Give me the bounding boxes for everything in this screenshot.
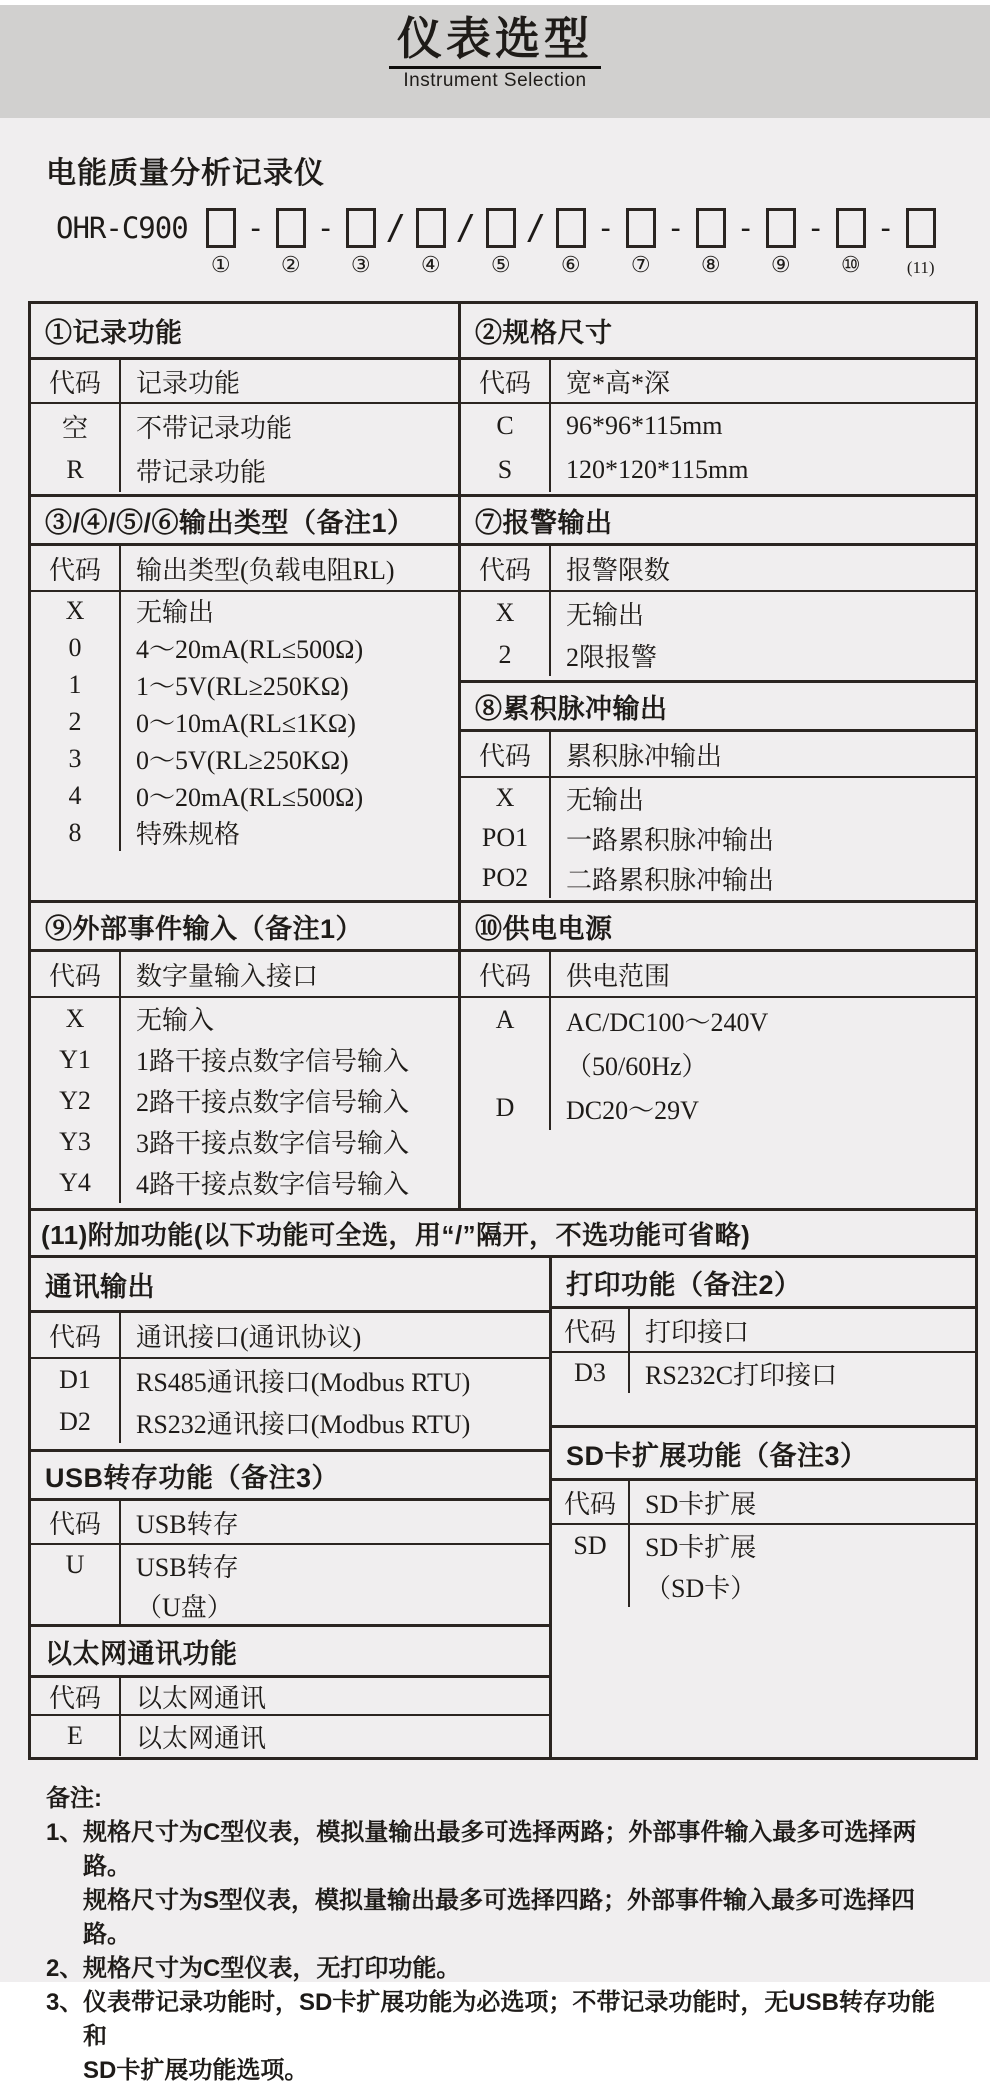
table-body [461,592,975,676]
table-row [31,1359,549,1401]
section-table [461,949,975,1208]
code-header-cell: 代码 [552,1481,630,1523]
table-row [461,998,975,1042]
code-header-cell: 代码 [31,546,121,590]
position-label: ⑤ [490,252,511,277]
table-body [31,1545,549,1625]
banner-subtitle: Instrument Selection [403,69,587,91]
product-name: 电能质量分析记录仪 [46,157,325,190]
desc-header-cell: 供电范围 [566,961,671,991]
code-header-cell: 代码 [461,360,551,402]
table-row [31,1585,549,1625]
table-row [31,998,458,1039]
table-row [461,778,975,818]
desc-cell: 4路干接点数字信号输入 [136,1170,410,1199]
desc-cell: 带记录功能 [136,457,267,487]
desc-header-cell: 记录功能 [136,368,241,398]
code-cell: PO1 [461,818,551,858]
code-cell: 2 [461,634,551,676]
table-row [552,1353,975,1393]
position-label: ⑧ [700,252,721,277]
code-cell: R [31,448,121,492]
table-header-row [31,952,458,998]
section-table [31,1310,549,1449]
notes-label: 备注: [46,1785,102,1812]
code-cell: PO2 [461,858,551,898]
code-cell: U [31,1545,121,1585]
section-title: 通讯输出 [45,1271,155,1302]
section-pulse-output [461,680,975,900]
desc-cell: 0～5V(RL≥250KΩ) [136,746,349,775]
desc-header-cell: 通讯接口(通讯协议) [136,1322,362,1352]
model-slot [904,208,938,281]
section-table [31,357,458,494]
section-table [31,1675,549,1757]
table-row [31,666,458,703]
note-line: 仪表带记录功能时，SD卡扩展功能为必选项；不带记录功能时，无USB转存功能和 [83,1989,936,2050]
dash-separator: - [876,210,895,246]
section-table [31,1498,549,1625]
table-row [31,1121,458,1162]
model-slot [274,208,308,278]
section-sd-card [552,1425,975,1757]
table-body [31,998,458,1203]
code-header-cell: 代码 [31,1501,121,1543]
section-title: SD卡扩展功能（备注3） [566,1440,868,1471]
section-table [31,949,458,1208]
table-header-row [31,360,458,404]
position-label: ④ [420,252,441,277]
code-cell: 8 [31,814,121,851]
table-row [31,814,458,851]
dash-separator: - [806,210,825,246]
desc-cell: 无输入 [136,1006,215,1035]
desc-header-cell: 打印接口 [645,1317,750,1347]
desc-cell: SD卡扩展 [645,1533,757,1562]
desc-cell: DC20～29V [566,1095,699,1125]
desc-cell: （50/60Hz） [566,1051,708,1081]
desc-cell: 一路累积脉冲输出 [566,825,775,855]
note-number: 3、 [46,1989,84,2016]
desc-header-cell: 以太网通讯 [136,1683,267,1713]
section-title: ⑨外部事件输入（备注1） [45,913,364,944]
code-cell: A [461,998,551,1042]
table-header-row [461,732,975,778]
desc-cell: 0～20mA(RL≤500Ω) [136,783,364,812]
model-box [836,208,866,248]
table-row [31,777,458,814]
desc-cell: RS485通讯接口(Modbus RTU) [136,1367,471,1397]
code-cell: X [31,592,121,629]
table-row [31,448,458,492]
section-table [461,729,975,900]
table-top-area [31,304,975,1208]
table-header-row [461,952,975,998]
desc-cell: 无输出 [566,785,645,815]
code-cell [552,1566,630,1607]
desc-cell: USB转存 [136,1552,239,1582]
model-box [626,208,656,248]
code-header-cell: 代码 [552,1309,630,1351]
desc-cell: 1路干接点数字信号输入 [136,1047,410,1076]
slash-separator: / [385,208,406,248]
desc-cell: 以太网通讯 [136,1723,267,1753]
table-row [31,1039,458,1080]
code-cell: D2 [31,1401,121,1443]
section-title: USB转存功能（备注3） [45,1462,340,1493]
section-output-type [31,494,458,900]
model-slot [204,208,238,278]
table-row [461,1086,975,1130]
section-external-event-input [31,900,458,1208]
model-slot [414,208,448,278]
code-header-cell: 代码 [31,1313,121,1357]
section-table [552,1306,975,1425]
code-cell: 4 [31,777,121,814]
note-line: 规格尺寸为S型仪表，模拟量输出最多可选择四路；外部事件输入最多可选择四路。 [83,1887,916,1948]
section-alarm-output [461,494,975,680]
table-body [461,404,975,492]
table-body [31,592,458,851]
code-cell: D3 [552,1353,630,1393]
code-cell: S [461,448,551,492]
code-cell: 3 [31,740,121,777]
table-bottom-right-column [549,1258,975,1757]
code-cell: 0 [31,629,121,666]
table-body [31,1716,549,1756]
position-label: ⑩ [840,252,861,277]
position-label: (11) [906,258,935,277]
model-box [766,208,796,248]
code-cell: C [461,404,551,448]
table-row [461,592,975,634]
section-title: ⑩供电电源 [475,913,613,944]
section-title: ⑧累积脉冲输出 [475,693,668,724]
model-box [276,208,306,248]
table-row [31,1401,549,1443]
note-item [46,1816,956,1952]
note-number: 2、 [46,1955,84,1982]
table-header-row [552,1481,975,1525]
code-cell: 2 [31,703,121,740]
model-slot [484,208,518,278]
model-prefix: OHR-C900 [56,211,188,245]
table-row [461,448,975,492]
section-power-supply [461,900,975,1208]
section-title: 以太网通讯功能 [45,1638,238,1669]
desc-cell: 1～5V(RL≥250KΩ) [136,672,349,701]
dash-separator: - [666,210,685,246]
table-bottom-area [31,1258,975,1757]
desc-cell: （U盘） [136,1592,233,1622]
section-usb-dump [31,1449,549,1624]
notes [46,1782,956,2088]
table-row [461,858,975,898]
table-body [461,778,975,898]
note-item [46,1952,956,1986]
table-body [552,1353,975,1393]
section-comm-output [31,1258,549,1449]
table-row [552,1566,975,1607]
desc-cell: 3路干接点数字信号输入 [136,1129,410,1158]
desc-cell: 2限报警 [566,642,658,672]
table-body [552,1525,975,1607]
model-slot [624,208,658,278]
code-cell: D1 [31,1359,121,1401]
section-table [461,543,975,680]
desc-cell: RS232通讯接口(Modbus RTU) [136,1409,471,1439]
table-row [31,592,458,629]
code-cell: Y4 [31,1162,121,1203]
table-row [461,818,975,858]
table-header-row [31,1678,549,1716]
code-cell: D [461,1086,551,1130]
code-cell: Y1 [31,1039,121,1080]
table-row [31,1080,458,1121]
desc-header-cell: 输出类型(负载电阻RL) [136,555,395,585]
table-body [31,404,458,492]
desc-cell: 0～10mA(RL≤1KΩ) [136,709,356,738]
table-header-row [31,1501,549,1545]
table-body [31,1359,549,1443]
table-header-row [461,360,975,404]
desc-cell: 无输出 [136,598,215,627]
selection-table [28,301,978,1760]
section-title: ①记录功能 [45,318,183,348]
model-box [486,208,516,248]
code-cell: X [31,998,121,1039]
additional-functions-row: (11)附加功能(以下功能可全选，用“/”隔开，不选功能可省略) [31,1208,975,1258]
code-cell: X [461,778,551,818]
table-header-row [31,1313,549,1359]
table-row [31,703,458,740]
dash-separator: - [596,210,615,246]
section-table [461,357,975,494]
desc-header-cell: SD卡扩展 [645,1489,757,1519]
desc-header-cell: 数字量输入接口 [136,961,319,991]
section-table [552,1478,975,1757]
model-code-line [204,208,938,281]
model-code-row [56,208,990,281]
table-row [31,1162,458,1203]
code-cell: E [31,1716,121,1756]
position-label: ③ [350,252,371,277]
code-cell: Y3 [31,1121,121,1162]
model-box [906,208,936,248]
model-box [346,208,376,248]
desc-cell: RS232C打印接口 [645,1360,838,1390]
model-box [206,208,236,248]
model-box [696,208,726,248]
section-title: ②规格尺寸 [475,318,613,348]
table-header-row [31,546,458,592]
position-label: ⑦ [630,252,651,277]
table-row [31,740,458,777]
code-header-cell: 代码 [461,732,551,776]
desc-cell: 二路累积脉冲输出 [566,865,775,895]
table-row [31,629,458,666]
section-size-spec [461,304,975,494]
position-label: ① [210,252,231,277]
model-box [416,208,446,248]
code-cell: SD [552,1525,630,1566]
desc-header-cell: USB转存 [136,1509,239,1539]
section-title: ⑦报警输出 [475,507,613,538]
section-ethernet [31,1624,549,1757]
table-row [552,1525,975,1566]
desc-cell: 特殊规格 [136,820,241,849]
code-cell: 空 [31,404,121,448]
section-print-function [552,1258,975,1425]
code-header-cell: 代码 [31,1678,121,1714]
code-cell: Y2 [31,1080,121,1121]
position-label: ② [280,252,301,277]
banner [0,5,990,118]
model-slot [694,208,728,278]
code-cell [31,1585,121,1625]
note-item [46,1986,956,2088]
note-number: 1、 [46,1819,84,1846]
table-row [461,634,975,676]
table-bottom-left-column [31,1258,549,1757]
table-row [461,1042,975,1086]
desc-cell: 96*96*115mm [566,411,723,440]
section-title: 打印功能（备注2） [566,1269,802,1300]
table-header-row [461,546,975,592]
code-cell [461,1042,551,1086]
note-line: 规格尺寸为C型仪表，无打印功能。 [83,1955,461,1982]
section-record-function [31,304,458,494]
slash-separator: / [455,208,476,248]
code-header-cell: 代码 [31,360,121,402]
table-row [31,404,458,448]
dash-separator: - [736,210,755,246]
dash-separator: - [316,210,335,246]
desc-header-cell: 累积脉冲输出 [566,741,723,771]
table-row [461,404,975,448]
desc-cell: （SD卡） [645,1574,757,1603]
page [0,5,990,2084]
model-slot [554,208,588,278]
note-line: SD卡扩展功能选项。 [83,2057,309,2084]
model-slot [764,208,798,278]
desc-header-cell: 报警限数 [566,555,671,585]
notes-list [46,1816,956,2088]
desc-header-cell: 宽*高*深 [566,368,671,398]
dash-separator: - [246,210,265,246]
desc-cell: 4～20mA(RL≤500Ω) [136,635,364,664]
position-label: ⑨ [770,252,791,277]
note-line: 规格尺寸为C型仪表，模拟量输出最多可选择两路；外部事件输入最多可选择两路。 [83,1819,917,1880]
desc-cell: 2路干接点数字信号输入 [136,1088,410,1117]
table-header-row [552,1309,975,1353]
table-body [461,998,975,1130]
slash-separator: / [525,208,546,248]
table-top-right-column [458,304,975,1208]
code-cell: 1 [31,666,121,703]
table-row [31,1545,549,1585]
desc-cell: 无输出 [566,600,645,630]
desc-cell: 不带记录功能 [136,413,293,443]
model-box [556,208,586,248]
desc-cell: AC/DC100～240V [566,1007,769,1037]
code-header-cell: 代码 [461,546,551,590]
table-top-left-column [31,304,458,1208]
model-slot [834,208,868,278]
position-label: ⑥ [560,252,581,277]
section-title: ③/④/⑤/⑥输出类型（备注1） [45,507,415,538]
code-cell: X [461,592,551,634]
table-row [31,1716,549,1756]
model-slot [344,208,378,278]
code-header-cell: 代码 [31,952,121,996]
code-header-cell: 代码 [461,952,551,996]
banner-title: 仪表选型 [389,13,601,69]
section-table [31,543,458,900]
desc-cell: 120*120*115mm [566,455,749,484]
